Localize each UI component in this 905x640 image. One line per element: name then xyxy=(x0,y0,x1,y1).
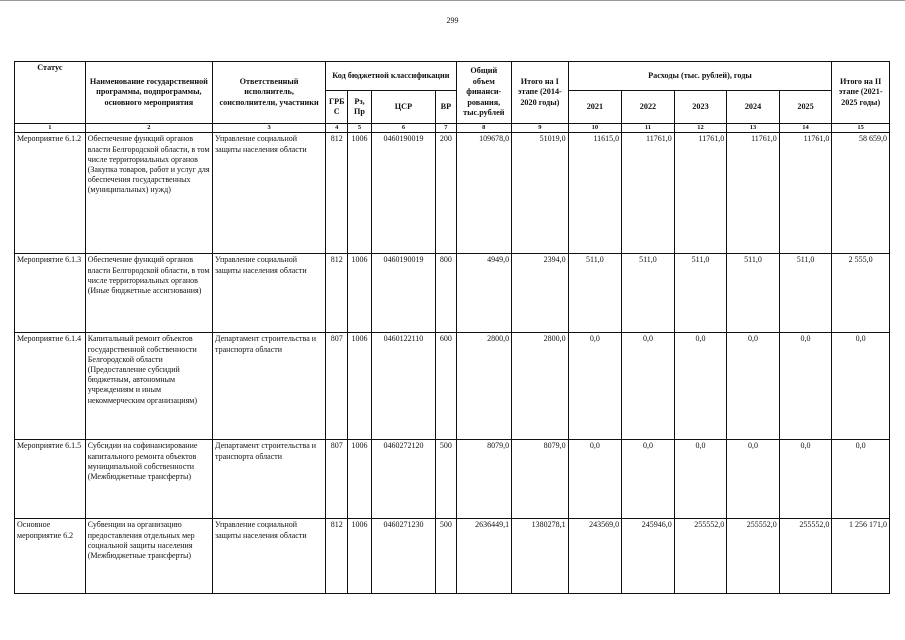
cell-name: Капитальный ремонт объектов государственной собственности Белгородской области (Предоставление субсидий бюджетным, автономным учреждениям и иным некоммерческим организациям) xyxy=(85,333,212,440)
cell-responsible: Департамент строительства и транспорта области xyxy=(213,333,326,440)
cell-vr: 500 xyxy=(436,519,456,594)
table-row xyxy=(15,440,890,519)
cell-2025: 255552,0 xyxy=(779,519,832,594)
cell-2024: 511,0 xyxy=(727,254,780,333)
cell-2024: 11761,0 xyxy=(727,133,780,254)
header-stage1: Итого на I этапе (2014-2020 годы) xyxy=(512,62,569,124)
header-name: Наименование государственной программы, подпрограммы, основного мероприятия xyxy=(85,62,212,124)
cell-grbs: 807 xyxy=(326,440,348,519)
cell-rzpr: 1006 xyxy=(348,254,371,333)
cell-2021: 243569,0 xyxy=(568,519,622,594)
cell-stage2: 0,0 xyxy=(832,333,890,440)
cell-responsible: Департамент строительства и транспорта области xyxy=(213,440,326,519)
cell-2022: 0,0 xyxy=(622,333,675,440)
header-grbs: ГРБ С xyxy=(326,91,348,124)
col-number: 11 xyxy=(622,124,675,133)
header-stage2: Итого на II этапе (2021-2025 годы) xyxy=(832,62,890,124)
cell-stage1: 8079,0 xyxy=(512,440,569,519)
header-2024: 2024 xyxy=(727,91,780,124)
cell-vr: 800 xyxy=(436,254,456,333)
cell-rzpr: 1006 xyxy=(348,440,371,519)
cell-name: Обеспечение функций органов власти Белгородской области, в том числе территориальных органов (Закупка товаров, работ и услуг для обеспечения государственных (муниципальных) нужд) xyxy=(85,133,212,254)
header-responsible: Ответственный исполнитель, соисполнители, участники xyxy=(213,62,326,124)
cell-responsible: Управление социальной защиты населения области xyxy=(213,254,326,333)
header-rzpr: Рз, Пр xyxy=(348,91,371,124)
col-number: 7 xyxy=(436,124,456,133)
cell-2024: 0,0 xyxy=(727,440,780,519)
cell-total: 8079,0 xyxy=(456,440,512,519)
cell-rzpr: 1006 xyxy=(348,133,371,254)
cell-status: Мероприятие 6.1.3 xyxy=(15,254,86,333)
header-vr: ВР xyxy=(436,91,456,124)
cell-csr: 0460122110 xyxy=(371,333,436,440)
cell-total: 2800,0 xyxy=(456,333,512,440)
col-number: 10 xyxy=(568,124,622,133)
cell-total: 109678,0 xyxy=(456,133,512,254)
cell-2021: 11615,0 xyxy=(568,133,622,254)
cell-vr: 600 xyxy=(436,333,456,440)
cell-name: Обеспечение функций органов власти Белгородской области, в том числе территориальных органов (Иные бюджетные ассигнования) xyxy=(85,254,212,333)
header-2021: 2021 xyxy=(568,91,622,124)
col-number: 12 xyxy=(674,124,727,133)
column-number-row xyxy=(15,124,890,133)
table-row xyxy=(15,333,890,440)
cell-stage1: 2800,0 xyxy=(512,333,569,440)
table-row xyxy=(15,133,890,254)
cell-2021: 0,0 xyxy=(568,333,622,440)
cell-2021: 0,0 xyxy=(568,440,622,519)
cell-csr: 0460272120 xyxy=(371,440,436,519)
cell-stage1: 51019,0 xyxy=(512,133,569,254)
table-row xyxy=(15,254,890,333)
cell-name: Субвенции на организацию предоставления отдельных мер социальной защиты населения (Межбюджетные трансферты) xyxy=(85,519,212,594)
col-number: 4 xyxy=(326,124,348,133)
cell-status: Основное мероприятие 6.2 xyxy=(15,519,86,594)
cell-total: 4949,0 xyxy=(456,254,512,333)
cell-2022: 245946,0 xyxy=(622,519,675,594)
cell-status: Мероприятие 6.1.2 xyxy=(15,133,86,254)
cell-vr: 500 xyxy=(436,440,456,519)
cell-2023: 0,0 xyxy=(674,333,727,440)
cell-2023: 11761,0 xyxy=(674,133,727,254)
cell-responsible: Управление социальной защиты населения области xyxy=(213,519,326,594)
cell-2025: 511,0 xyxy=(779,254,832,333)
cell-stage2: 0,0 xyxy=(832,440,890,519)
header-row-1 xyxy=(15,62,890,91)
col-number: 15 xyxy=(832,124,890,133)
cell-2021: 511,0 xyxy=(568,254,622,333)
cell-csr: 0460271230 xyxy=(371,519,436,594)
header-2025: 2025 xyxy=(779,91,832,124)
cell-2025: 0,0 xyxy=(779,440,832,519)
header-2022: 2022 xyxy=(622,91,675,124)
cell-vr: 200 xyxy=(436,133,456,254)
header-csr: ЦСР xyxy=(371,91,436,124)
header-status: Статус xyxy=(15,62,86,124)
cell-total: 2636449,1 xyxy=(456,519,512,594)
cell-2023: 0,0 xyxy=(674,440,727,519)
header-2023: 2023 xyxy=(674,91,727,124)
cell-2024: 0,0 xyxy=(727,333,780,440)
cell-csr: 0460190019 xyxy=(371,254,436,333)
col-number: 8 xyxy=(456,124,512,133)
cell-2022: 0,0 xyxy=(622,440,675,519)
cell-2024: 255552,0 xyxy=(727,519,780,594)
table-row xyxy=(15,519,890,594)
budget-table xyxy=(14,61,890,594)
cell-status: Мероприятие 6.1.4 xyxy=(15,333,86,440)
header-expenses: Расходы (тыс. рублей), годы xyxy=(568,62,832,91)
cell-grbs: 812 xyxy=(326,254,348,333)
col-number: 14 xyxy=(779,124,832,133)
cell-stage1: 1380278,1 xyxy=(512,519,569,594)
cell-name: Субсидии на софинансирование капитального ремонта объектов муниципальной собственности (Межбюджетные трансферты) xyxy=(85,440,212,519)
col-number: 9 xyxy=(512,124,569,133)
col-number: 6 xyxy=(371,124,436,133)
header-total: Общий объем финанси-рования, тыс.рублей xyxy=(456,62,512,124)
cell-stage2: 58 659,0 xyxy=(832,133,890,254)
cell-2023: 511,0 xyxy=(674,254,727,333)
page-number: 299 xyxy=(446,16,459,25)
cell-2025: 11761,0 xyxy=(779,133,832,254)
cell-csr: 0460190019 xyxy=(371,133,436,254)
cell-2025: 0,0 xyxy=(779,333,832,440)
cell-rzpr: 1006 xyxy=(348,333,371,440)
cell-2023: 255552,0 xyxy=(674,519,727,594)
cell-rzpr: 1006 xyxy=(348,519,371,594)
col-number: 3 xyxy=(213,124,326,133)
page-top-edge xyxy=(0,0,905,1)
cell-stage2: 1 256 171,0 xyxy=(832,519,890,594)
cell-grbs: 807 xyxy=(326,333,348,440)
cell-stage2: 2 555,0 xyxy=(832,254,890,333)
cell-grbs: 812 xyxy=(326,133,348,254)
cell-stage1: 2394,0 xyxy=(512,254,569,333)
col-number: 13 xyxy=(727,124,780,133)
cell-2022: 11761,0 xyxy=(622,133,675,254)
cell-2022: 511,0 xyxy=(622,254,675,333)
cell-responsible: Управление социальной защиты населения области xyxy=(213,133,326,254)
col-number: 2 xyxy=(85,124,212,133)
col-number: 5 xyxy=(348,124,371,133)
cell-grbs: 812 xyxy=(326,519,348,594)
cell-status: Мероприятие 6.1.5 xyxy=(15,440,86,519)
header-budget-code: Код бюджетной классификации xyxy=(326,62,456,91)
col-number: 1 xyxy=(15,124,86,133)
